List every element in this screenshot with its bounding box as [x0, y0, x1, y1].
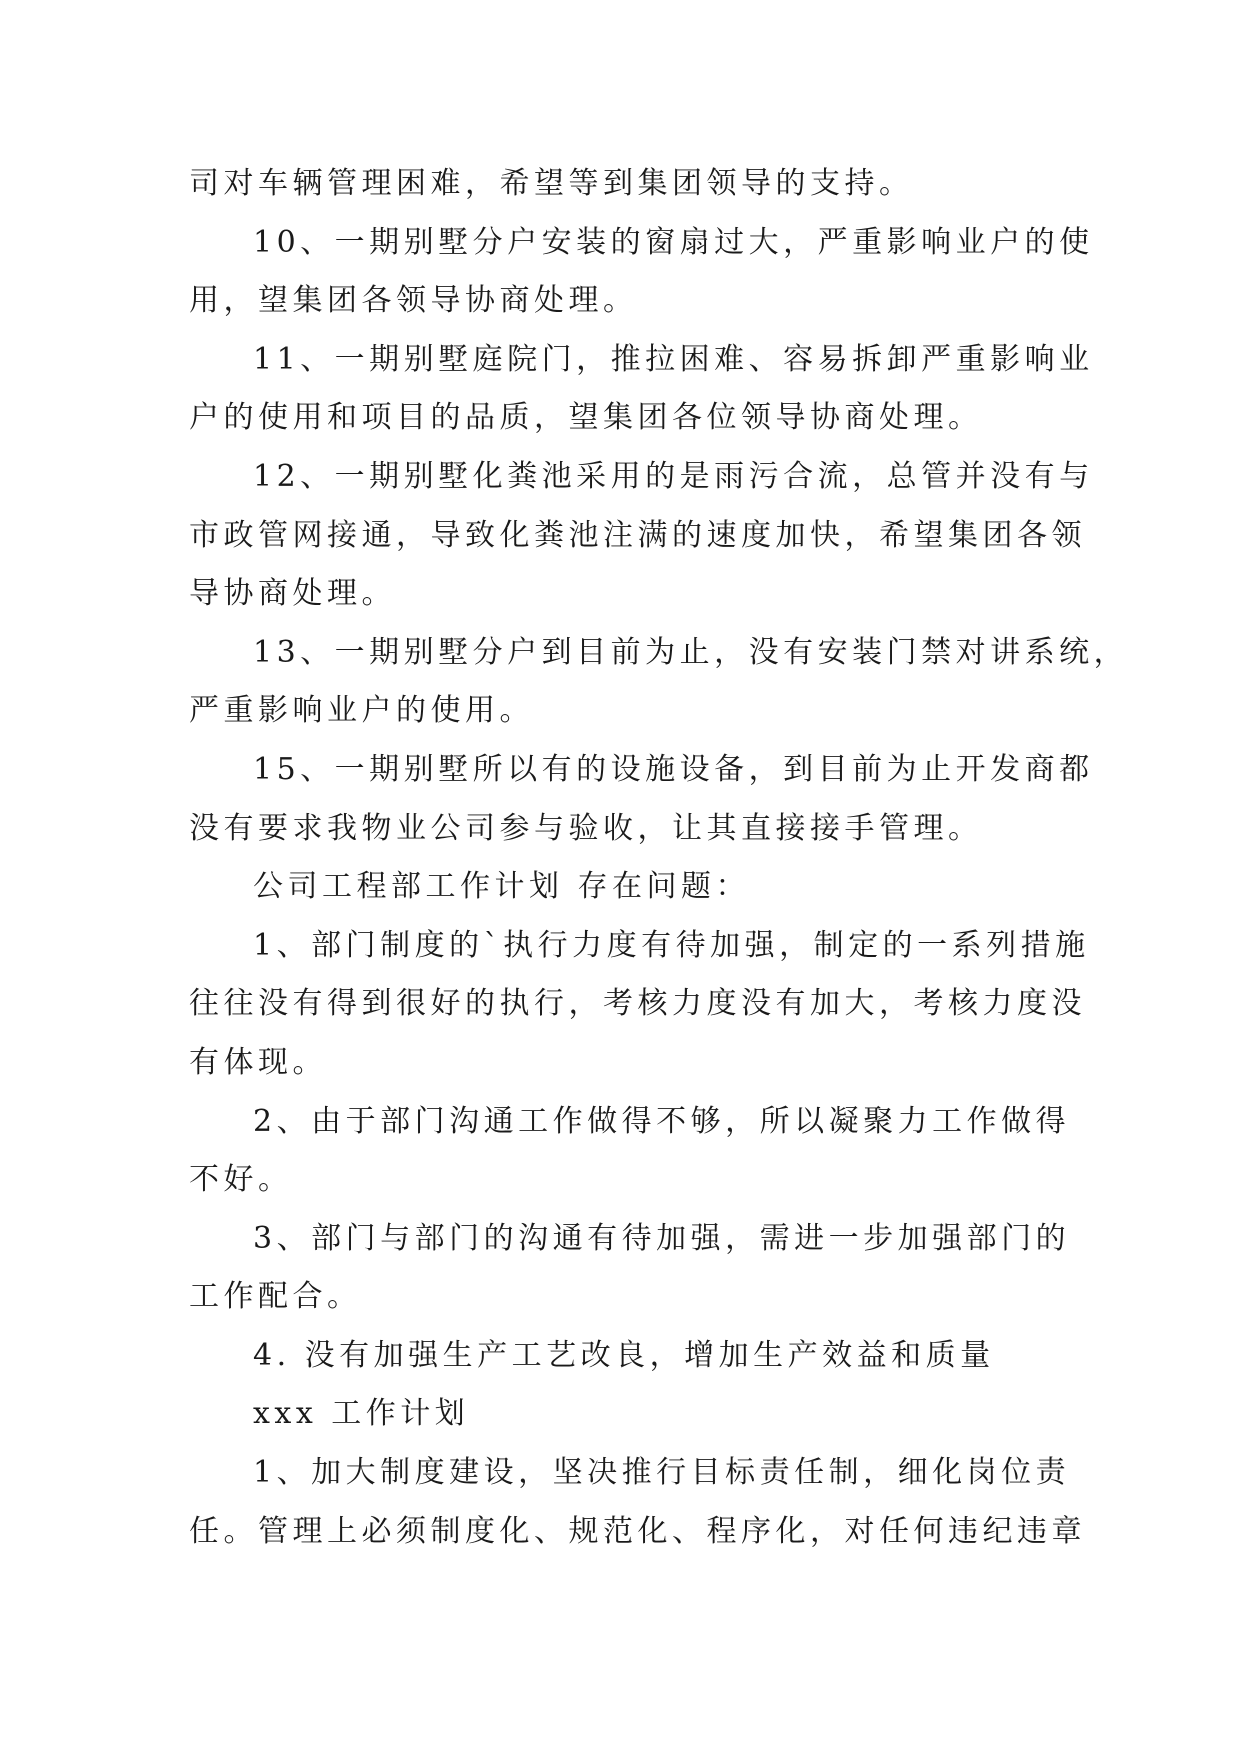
text-line-7: 市政管网接通，导致化粪池注满的速度加快，希望集团各领: [189, 517, 1086, 553]
text-line-11: 15、一期别墅所以有的设施设备，到目前为止开发商都: [253, 751, 1094, 787]
text-line-17: 2、由于部门沟通工作做得不够，所以凝聚力工作做得: [253, 1103, 1071, 1139]
text-line-24: 任。管理上必须制度化、规范化、程序化，对任何违纪违章: [189, 1513, 1086, 1549]
text-line-9: 13、一期别墅分户到目前为止，没有安装门禁对讲系统，: [253, 634, 1129, 670]
text-line-2: 10、一期别墅分户安装的窗扇过大，严重影响业户的使: [253, 224, 1094, 260]
document-page: [189, 155, 1129, 1561]
text-line-20: 工作配合。: [189, 1279, 362, 1315]
text-line-21: 4. 没有加强生产工艺改良，增加生产效益和质量: [253, 1337, 995, 1373]
text-line-18: 不好。: [189, 1162, 293, 1198]
text-line-8: 导协商处理。: [189, 576, 396, 612]
text-line-16: 有体现。: [189, 1044, 327, 1080]
text-line-14: 1、部门制度的`执行力度有待加强，制定的一系列措施: [253, 927, 1090, 963]
text-line-6: 12、一期别墅化粪池采用的是雨污合流，总管并没有与: [253, 458, 1094, 494]
text-line-23: 1、加大制度建设，坚决推行目标责任制，细化岗位责: [253, 1455, 1071, 1491]
text-line-19: 3、部门与部门的沟通有待加强，需进一步加强部门的: [253, 1220, 1071, 1256]
text-line-1: 司对车辆管理困难，希望等到集团领导的支持。: [189, 166, 914, 201]
text-line-12: 没有要求我物业公司参与验收，让其直接接手管理。: [189, 810, 983, 846]
text-line-15: 往往没有得到很好的执行，考核力度没有加大，考核力度没: [189, 986, 1086, 1022]
text-line-5: 户的使用和项目的品质，望集团各位领导协商处理。: [189, 400, 983, 436]
plan-heading: xxx 工作计划: [253, 1396, 470, 1432]
text-line-10: 严重影响业户的使用。: [189, 693, 534, 729]
text-line-4: 11、一期别墅庭院门，推拉困难、容易拆卸严重影响业: [253, 341, 1094, 377]
text-line-3: 用，望集团各领导协商处理。: [189, 283, 638, 319]
section-heading: 公司工程部工作计划 存在问题：: [253, 869, 751, 905]
